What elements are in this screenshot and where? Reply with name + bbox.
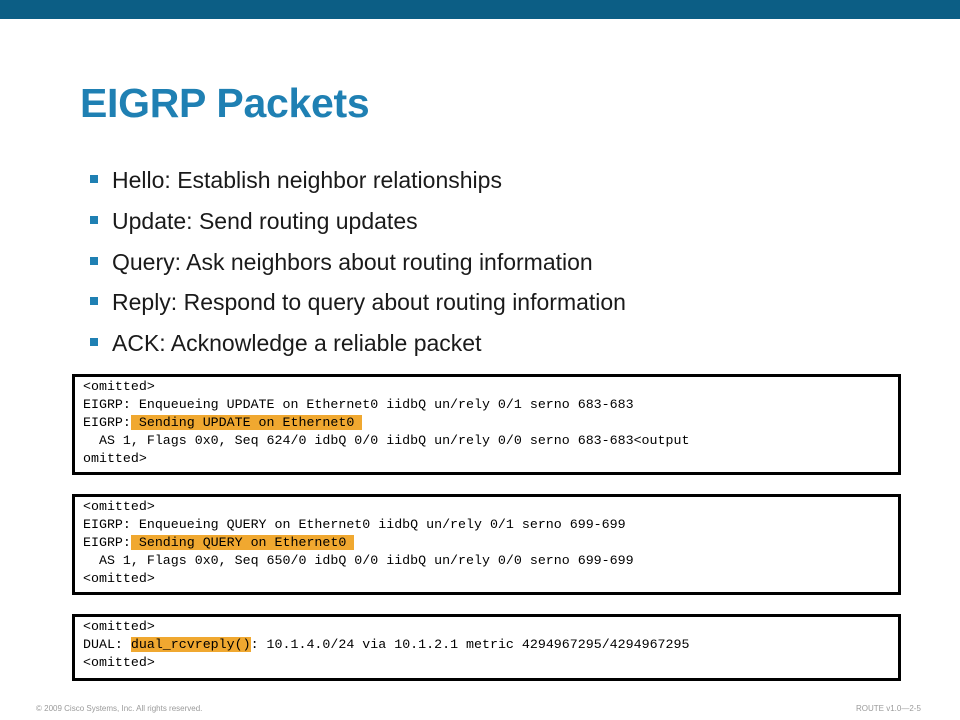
code-line: EIGRP: Enqueueing QUERY on Ethernet0 iidbQ un/rely 0/1 serno 699-699 (83, 517, 626, 532)
bullet-ack: ACK: Acknowledge a reliable packet (90, 325, 626, 366)
square-bullet-icon (90, 257, 98, 265)
copyright-footer: © 2009 Cisco Systems, Inc. All rights reserved. (36, 704, 203, 713)
bullet-hello: Hello: Establish neighbor relationships (90, 162, 626, 203)
highlighted-text: Sending QUERY on Ethernet0 (130, 535, 355, 550)
square-bullet-icon (90, 216, 98, 224)
square-bullet-icon (90, 338, 98, 346)
square-bullet-icon (90, 175, 98, 183)
code-line: EIGRP: Enqueueing UPDATE on Ethernet0 iidbQ un/rely 0/1 serno 683-683 (83, 397, 634, 412)
update-debug-output (72, 374, 901, 475)
code-line: EIGRP: Sending UPDATE on Ethernet0 (83, 415, 363, 430)
code-line: <omitted> (83, 655, 155, 670)
code-line: AS 1, Flags 0x0, Seq 650/0 idbQ 0/0 iidbQ un/rely 0/0 serno 699-699 (83, 553, 634, 568)
reply-debug-output (72, 614, 901, 681)
code-line: AS 1, Flags 0x0, Seq 624/0 idbQ 0/0 iidbQ un/rely 0/0 serno 683-683<output (83, 433, 690, 448)
square-bullet-icon (90, 297, 98, 305)
highlighted-text: Sending UPDATE on Ethernet0 (130, 415, 363, 430)
bullet-reply: Reply: Respond to query about routing information (90, 284, 626, 325)
query-debug-output (72, 494, 901, 595)
code-line: <omitted> (83, 379, 155, 394)
course-page-number: ROUTE v1.0—2-5 (856, 704, 921, 713)
code-line: <omitted> (83, 571, 155, 586)
highlighted-text: dual_rcvreply() (130, 637, 251, 652)
slide-title: EIGRP Packets (80, 80, 370, 126)
code-line: <omitted> (83, 499, 155, 514)
top-banner (0, 0, 960, 19)
code-line: omitted> (83, 451, 147, 466)
code-line: DUAL: dual_rcvreply(): 10.1.4.0/24 via 10.1.2.1 metric 4294967295/4294967295 (83, 637, 690, 652)
bullet-update: Update: Send routing updates (90, 203, 626, 244)
bullet-list (90, 162, 626, 366)
code-line: EIGRP: Sending QUERY on Ethernet0 (83, 535, 355, 550)
code-line: <omitted> (83, 619, 155, 634)
bullet-query: Query: Ask neighbors about routing information (90, 244, 626, 285)
